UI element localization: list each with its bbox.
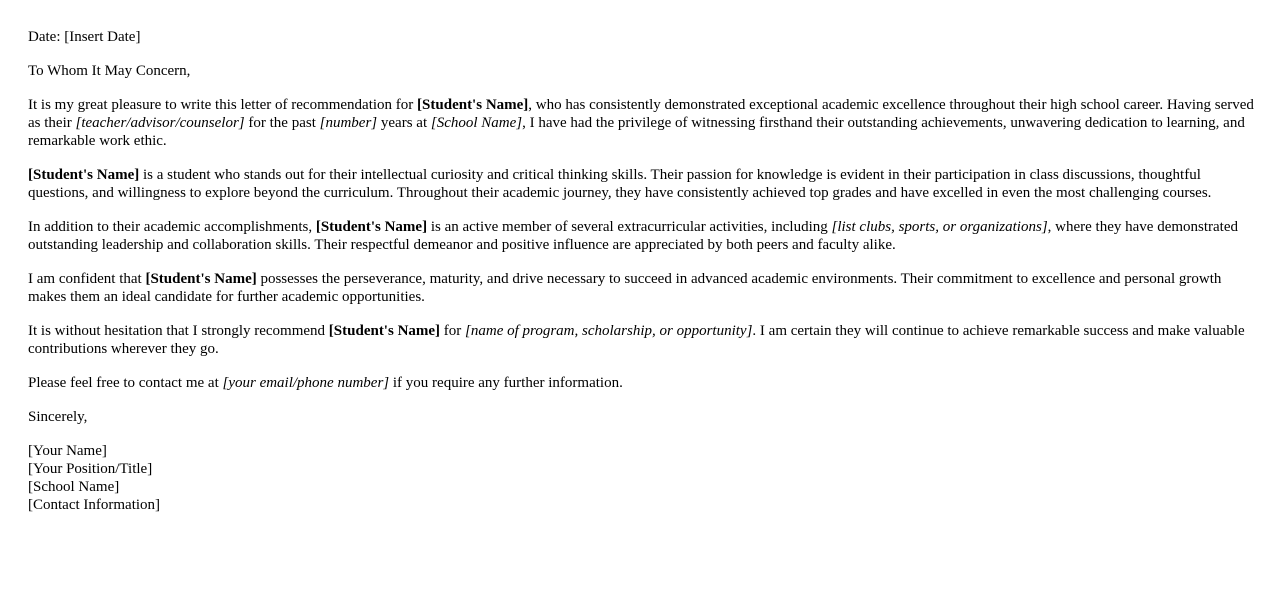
student-name-placeholder: [Student's Name] bbox=[328, 323, 441, 339]
paragraph-introduction bbox=[28, 96, 1258, 150]
student-name-placeholder: [Student's Name] bbox=[28, 167, 140, 183]
text: for the past bbox=[244, 115, 320, 131]
signature-position: [Your Position/Title] bbox=[28, 461, 153, 477]
text: , where they have demonstrated outstanding leadership and collaboration skills. Their respectful demeanor and positive influence are appreciated by both peers and faculty alike. bbox=[28, 219, 1238, 253]
text: Please feel free to contact me at bbox=[28, 375, 223, 391]
text: is an active member of several extracurricular activities, including bbox=[427, 219, 832, 235]
text: . I am certain they will continue to achieve remarkable success and make valuable contributions wherever they go. bbox=[28, 323, 1245, 357]
program-placeholder: [name of program, scholarship, or opportunity] bbox=[465, 323, 753, 339]
number-placeholder: [number] bbox=[319, 115, 378, 131]
signature-name: [Your Name] bbox=[28, 443, 107, 459]
text: years at bbox=[377, 115, 431, 131]
date-line: Date: [Insert Date] bbox=[28, 29, 141, 45]
student-name-placeholder: [Student's Name] bbox=[145, 271, 257, 287]
paragraph-contact bbox=[28, 374, 1258, 392]
text: In addition to their academic accomplishments, bbox=[28, 219, 316, 235]
text: for bbox=[440, 323, 466, 339]
activities-placeholder: [list clubs, sports, or organizations] bbox=[831, 219, 1048, 235]
text: It is my great pleasure to write this letter of recommendation for bbox=[28, 97, 418, 113]
signature-block bbox=[28, 442, 1258, 514]
student-name-placeholder: [Student's Name] bbox=[315, 219, 428, 235]
letter-body bbox=[28, 28, 1258, 530]
paragraph-confidence bbox=[28, 270, 1258, 306]
student-name-placeholder: [Student's Name] bbox=[417, 97, 529, 113]
text: It is without hesitation that I strongly recommend bbox=[28, 323, 329, 339]
signature-school: [School Name] bbox=[28, 479, 120, 495]
contact-placeholder: [your email/phone number] bbox=[222, 375, 390, 391]
text: , I have had the privilege of witnessing firsthand their outstanding achievements, unwavering dedication to learning, and remarkable work ethic. bbox=[28, 115, 1245, 149]
salutation: To Whom It May Concern, bbox=[28, 63, 191, 79]
signature-contact: [Contact Information] bbox=[28, 497, 161, 513]
paragraph-intellectual-curiosity bbox=[28, 166, 1258, 202]
school-name-placeholder: [School Name] bbox=[430, 115, 523, 131]
closing: Sincerely, bbox=[28, 409, 88, 425]
text: if you require any further information. bbox=[389, 375, 623, 391]
paragraph-recommendation bbox=[28, 322, 1258, 358]
role-placeholder: [teacher/advisor/counselor] bbox=[75, 115, 245, 131]
text: is a student who stands out for their intellectual curiosity and critical thinking skills. Their passion for knowledge is evident in their participation in class discussions, thoughtful questions, and willingness to explore beyond the curriculum. Throughout their academic journey, they have consistently achieved top grades and have excelled in even the most challenging courses. bbox=[28, 167, 1212, 201]
text: I am confident that bbox=[28, 271, 146, 287]
text: possesses the perseverance, maturity, and drive necessary to succeed in advanced academic environments. Their commitment to excellence and personal growth makes them an ideal candidate for further academic opportunities. bbox=[28, 271, 1222, 305]
paragraph-extracurricular bbox=[28, 218, 1258, 254]
text: , who has consistently demonstrated exceptional academic excellence throughout their high school career. Having served as their bbox=[28, 97, 1254, 131]
